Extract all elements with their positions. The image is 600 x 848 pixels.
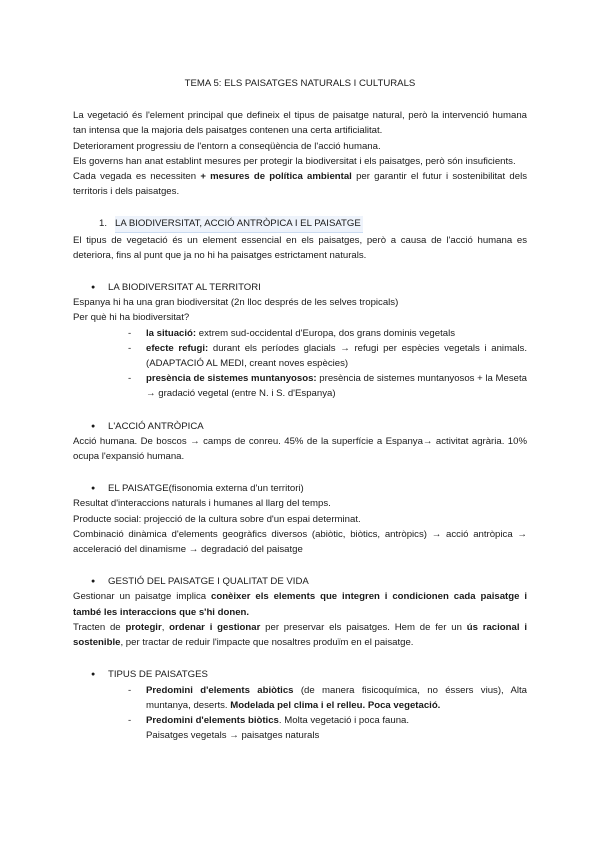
list-item-text [146, 683, 527, 713]
text-run: extrem sud-occidental d'Europa, dos grans dominis vegetals [196, 327, 455, 339]
bullet-icon: ● [91, 422, 96, 430]
text-run: (de manera fisicoquímica, no éssers vius), Alta muntanya, deserts. [146, 684, 527, 711]
list-item [128, 713, 527, 728]
bullet-icon: ● [91, 485, 96, 493]
list-item [128, 371, 527, 401]
dash-marker: - [128, 373, 132, 385]
bold-run: Predomini d'elements abiòtics [146, 684, 294, 696]
bullet-icon: ● [91, 284, 96, 292]
biodiversitat-list [128, 326, 527, 402]
bullet-icon: ● [91, 578, 96, 586]
bold-run: efecte refugi: [146, 342, 209, 354]
text-run: , [161, 621, 170, 633]
bold-run: ús racional i sostenible [73, 621, 527, 649]
bullet-heading: TIPUS DE PAISATGES [108, 669, 208, 681]
list-item-text [146, 341, 527, 371]
bullet-tipus [91, 667, 527, 682]
intro-paragraph-3: Els governs han anat establint mesures per protegir la biodiversitat i els paisatges, però són insuficients. [73, 155, 516, 167]
text-run: Tracten de [73, 621, 126, 633]
bold-run: conèixer els elements que integren i condicionen cada paisatge i també les interaccions que s'hi donen. [73, 591, 528, 618]
paisatge-line-1: Resultat d'interaccions naturals i humanes al llarg del temps. [73, 498, 331, 510]
bold-run: ordenar i gestionar [169, 621, 261, 633]
gestio-paragraph-1 [73, 589, 527, 619]
intro-paragraph-4 [73, 169, 527, 199]
bullet-gestio [91, 574, 527, 589]
section-title: LA BIODIVERSITAT, ACCIÓ ANTRÒPICA I EL PAISATGE [115, 216, 363, 232]
dash-marker: - [128, 684, 132, 696]
text-run: per garantir el futur i sostenibilitat dels territoris i dels paisatges. [73, 171, 527, 198]
tipus-sub-line: Paisatges vegetals → paisatges naturals [146, 730, 320, 742]
dash-marker: - [128, 714, 132, 726]
dash-marker: - [128, 327, 132, 339]
bold-run: Modelada pel clima i el relleu. Poca vegetació. [230, 699, 441, 711]
tipus-list [128, 683, 527, 729]
bullet-heading: GESTIÓ DEL PAISATGE I QUALITAT DE VIDA [108, 576, 309, 588]
paisatge-line-3: Combinació dinàmica d'elements geogràfics diversos (abiòtic, biòtics, antròpics) → acció antròpica → acceleració del dinamisme → degradació del paisatge [73, 528, 527, 556]
bullet-paisatge [91, 481, 527, 496]
bold-run: protegir [125, 621, 162, 633]
list-item [128, 326, 527, 341]
list-item-text [146, 326, 527, 341]
paisatge-line-2: Producte social: projecció de la cultura sobre d'un espai determinat. [73, 513, 361, 525]
list-item [128, 683, 527, 713]
bullet-biodiversitat [91, 280, 527, 295]
bold-run: + mesures de política ambiental [200, 171, 352, 183]
section-1-text: El tipus de vegetació és un element essencial en els paisatges, però a causa de l'acció humana es deteriora, fins al punt que ja no hi ha paisatges estrictament naturals. [73, 234, 527, 261]
text-run: , per tractar de reduir l'impacte que nosaltres produïm en el paisatge. [120, 637, 414, 649]
dash-marker: - [128, 342, 132, 354]
bullet-icon: ● [91, 671, 96, 679]
text-run: presència de sistemes muntanyosos + la Meseta → gradació vegetal (entre N. i S. d'Espanya) [146, 373, 527, 400]
page-title: TEMA 5: ELS PAISATGES NATURALS I CULTURALS [184, 78, 416, 89]
bullet-heading: L'ACCIÓ ANTRÒPICA [108, 420, 204, 432]
section-1-heading [99, 216, 527, 232]
bullet-heading: LA BIODIVERSITAT AL TERRITORI [108, 282, 261, 294]
text-run: Gestionar un paisatge implica [73, 591, 211, 603]
bullet-accio-antropica [91, 419, 527, 434]
bullet-heading: EL PAISATGE(fisonomia externa d'un territori) [108, 483, 304, 495]
list-item-text [146, 371, 527, 401]
list-item-text [146, 713, 527, 728]
accio-text: Acció humana. De boscos → camps de conreu. 45% de la superfície a Espanya→ activitat agrària. 10% ocupa l'expansió humana. [73, 435, 527, 463]
biodiversitat-line-2: Per què hi ha biodiversitat? [73, 312, 190, 324]
gestio-paragraph-2 [73, 620, 527, 650]
list-item [128, 341, 527, 371]
text-run: Cada vegada es necessiten [73, 171, 201, 183]
document-body [73, 76, 527, 743]
bold-run: la situació: [146, 327, 197, 339]
text-run: . Molta vegetació i poca fauna. [278, 714, 410, 726]
section-number: 1. [99, 218, 108, 230]
bold-run: Predomini d'elements biòtics [146, 714, 279, 726]
bold-run: presència de sistemes muntanyosos: [146, 373, 317, 385]
text-run: per preservar els paisatges. Hem de fer un [260, 621, 467, 633]
intro-paragraph-1: La vegetació és l'element principal que defineix el tipus de paisatge natural, però la intervenció humana tan intensa que la majoria dels paisatges contenen una certa artificialitat. [73, 110, 527, 137]
intro-paragraph-2: Deteriorament progressiu de l'entorn a conseqüència de l'acció humana. [73, 140, 381, 152]
text-run: durant els períodes glacials → refugi per espècies vegetals i animals.(ADAPTACIÓ AL MEDI, creant noves espècies) [146, 342, 527, 370]
biodiversitat-line-1: Espanya hi ha una gran biodiversitat (2n lloc després de les selves tropicals) [73, 297, 399, 309]
